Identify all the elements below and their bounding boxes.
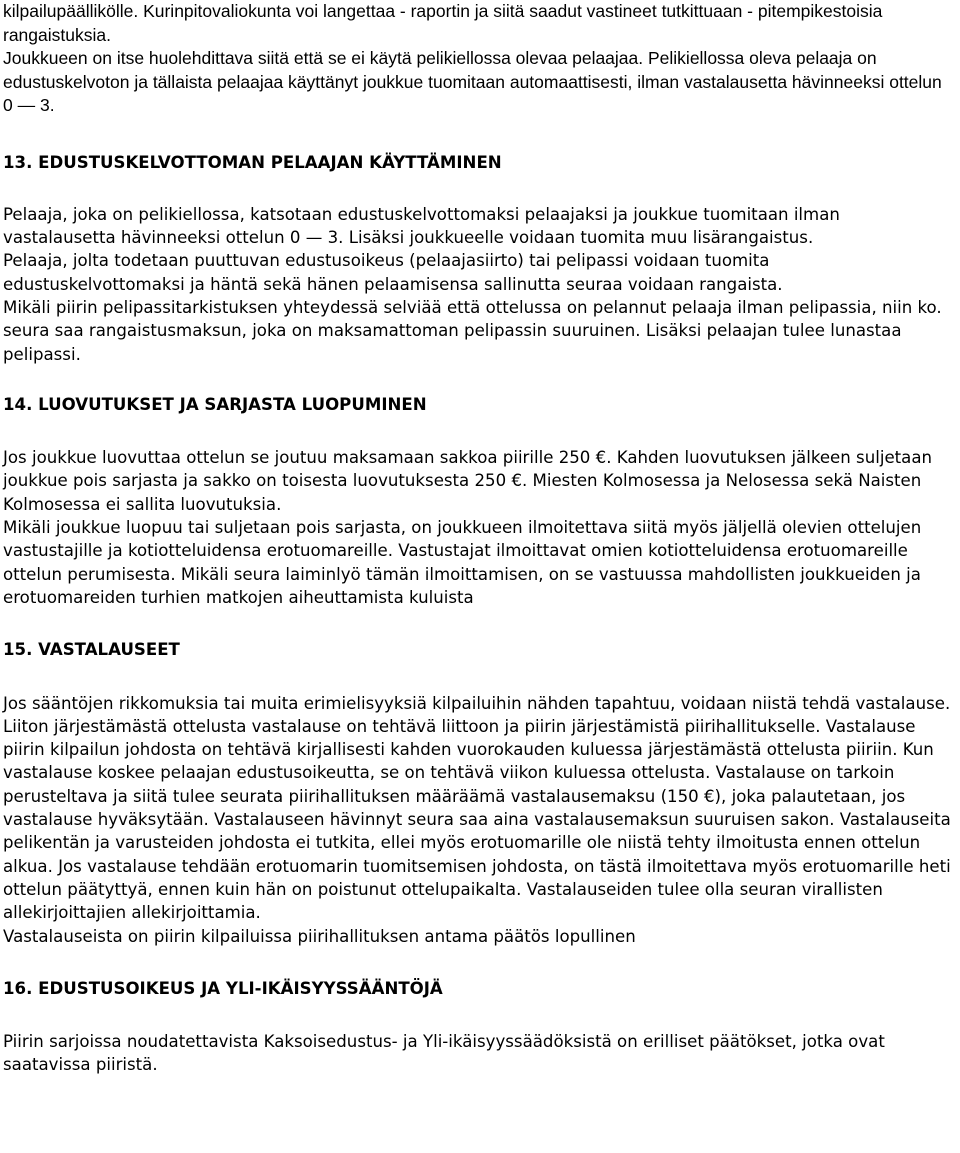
section-paragraph: Jos sääntöjen rikkomuksia tai muita erimielisyyksiä kilpailuihin nähden tapahtuu, voidaan niistä tehdä vastalause. Liiton järjestämästä ottelusta vastalause on tehtävä liittoon ja piirin järjestämistä piirihallitukselle. Vastalause piirin kilpailun johdosta on tehtävä kirjallisesti kahden vuorokauden kuluessa järjestämästä ottelusta piiriin. Kun vastalause koskee pelaajan edustusoikeutta, se on tehtävä viikon kuluessa ottelusta. Vastalause on tarkoin perusteltava ja siitä tulee seurata piirihallituksen määräämä vastalausemaksu (150 €), joka palautetaan, jos vastalause hyväksytään. Vastalauseen hävinnyt seura saa aina vastalausemaksun suuruisen sakon. Vastalauseita pelikentän ja varusteiden johdosta ei tutkita, ellei myös erotuomarille ole niistä tehty ilmoitusta ennen ottelun alkua. Jos vastalause tehdään erotuomarin tuomitsemisen johdosta, on tästä ilmoitettava myös erotuomarille heti ottelun päätyttyä, ennen kuin hän on poistunut ottelupaikalta. Vastalauseiden tulee olla seuran virallisten allekirjoittajien allekirjoittamia. xyxy=(3,693,951,923)
intro-paragraph-2: Joukkueen on itse huolehdittava siitä että se ei käytä pelikiellossa olevaa pelaajaa. Pelikiellossa oleva pelaaja on edustuskelvoton ja tällaista pelaajaa käyttänyt joukkue tuomitaan automaattisesti, ilman vastalausetta hävinneeksi ottelun 0 — 3. xyxy=(3,48,942,115)
section-15 xyxy=(3,638,955,948)
section-paragraph: Piirin sarjoissa noudatettavista Kaksoisedustus- ja Yli-ikäisyyssäädöksistä on erilliset päätökset, jotka ovat saatavissa piiristä. xyxy=(3,1032,885,1075)
section-13 xyxy=(3,151,955,366)
section-heading: 16. EDUSTUSOIKEUS JA YLI-IKÄISYYSSÄÄNTÖJÄ xyxy=(3,978,443,998)
section-heading: 14. LUOVUTUKSET JA SARJASTA LUOPUMINEN xyxy=(3,394,427,414)
section-paragraph: Mikäli joukkue luopuu tai suljetaan pois sarjasta, on joukkueen ilmoitettava siitä myös jäljellä olevien ottelujen vastustajille ja kotiotteluidensa erotuomareille. Vastustajat ilmoittavat omien kotiotteluidensa erotuomareille ottelun perumisesta. Mikäli seura laiminlyö tämän ilmoittamisen, on se vastuussa mahdollisten joukkueiden ja erotuomareiden turhien matkojen aiheuttamista kuluista xyxy=(3,518,922,607)
section-heading: 15. VASTALAUSEET xyxy=(3,640,180,660)
section-heading: 13. EDUSTUSKELVOTTOMAN PELAAJAN KÄYTTÄMINEN xyxy=(3,152,502,172)
document-page xyxy=(3,0,955,1077)
section-paragraph: Vastalauseista on piirin kilpailuissa piirihallituksen antama päätös lopullinen xyxy=(3,926,636,946)
section-paragraph: Pelaaja, jolta todetaan puuttuvan edustusoikeus (pelaajasiirto) tai pelipassi voidaan tuomita edustuskelvottomaksi ja häntä sekä hänen pelaamisensa sallinutta seuraa voidaan rangaista. xyxy=(3,251,783,294)
section-paragraph: Mikäli piirin pelipassitarkistuksen yhteydessä selviää että ottelussa on pelannut pelaaja ilman pelipassia, niin ko. seura saa rangaistusmaksun, joka on maksamattoman pelipassin suuruinen. Lisäksi pelaajan tulee lunastaa pelipassi. xyxy=(3,297,942,364)
section-paragraph: Pelaaja, joka on pelikiellossa, katsotaan edustuskelvottomaksi pelaajaksi ja joukkue tuomitaan ilman vastalausetta hävinneeksi ottelun 0 — 3. Lisäksi joukkueelle voidaan tuomita muu lisärangaistus. xyxy=(3,204,840,248)
intro-paragraph-1: kilpailupäällikölle. Kurinpitovaliokunta voi langettaa - raportin ja siitä saadut vastineet tutkittuaan - pitempikestoisia rangaistuksia. xyxy=(3,1,883,45)
section-14 xyxy=(3,393,955,609)
section-paragraph: Jos joukkue luovuttaa ottelun se joutuu maksamaan sakkoa piirille 250 €. Kahden luovutuksen jälkeen suljetaan joukkue pois sarjasta ja sakko on toisesta luovutuksesta 250 €. Miesten Kolmosessa ja Nelosessa sekä Naisten Kolmosessa ei sallita luovutuksia. xyxy=(3,448,933,514)
section-16 xyxy=(3,977,955,1077)
